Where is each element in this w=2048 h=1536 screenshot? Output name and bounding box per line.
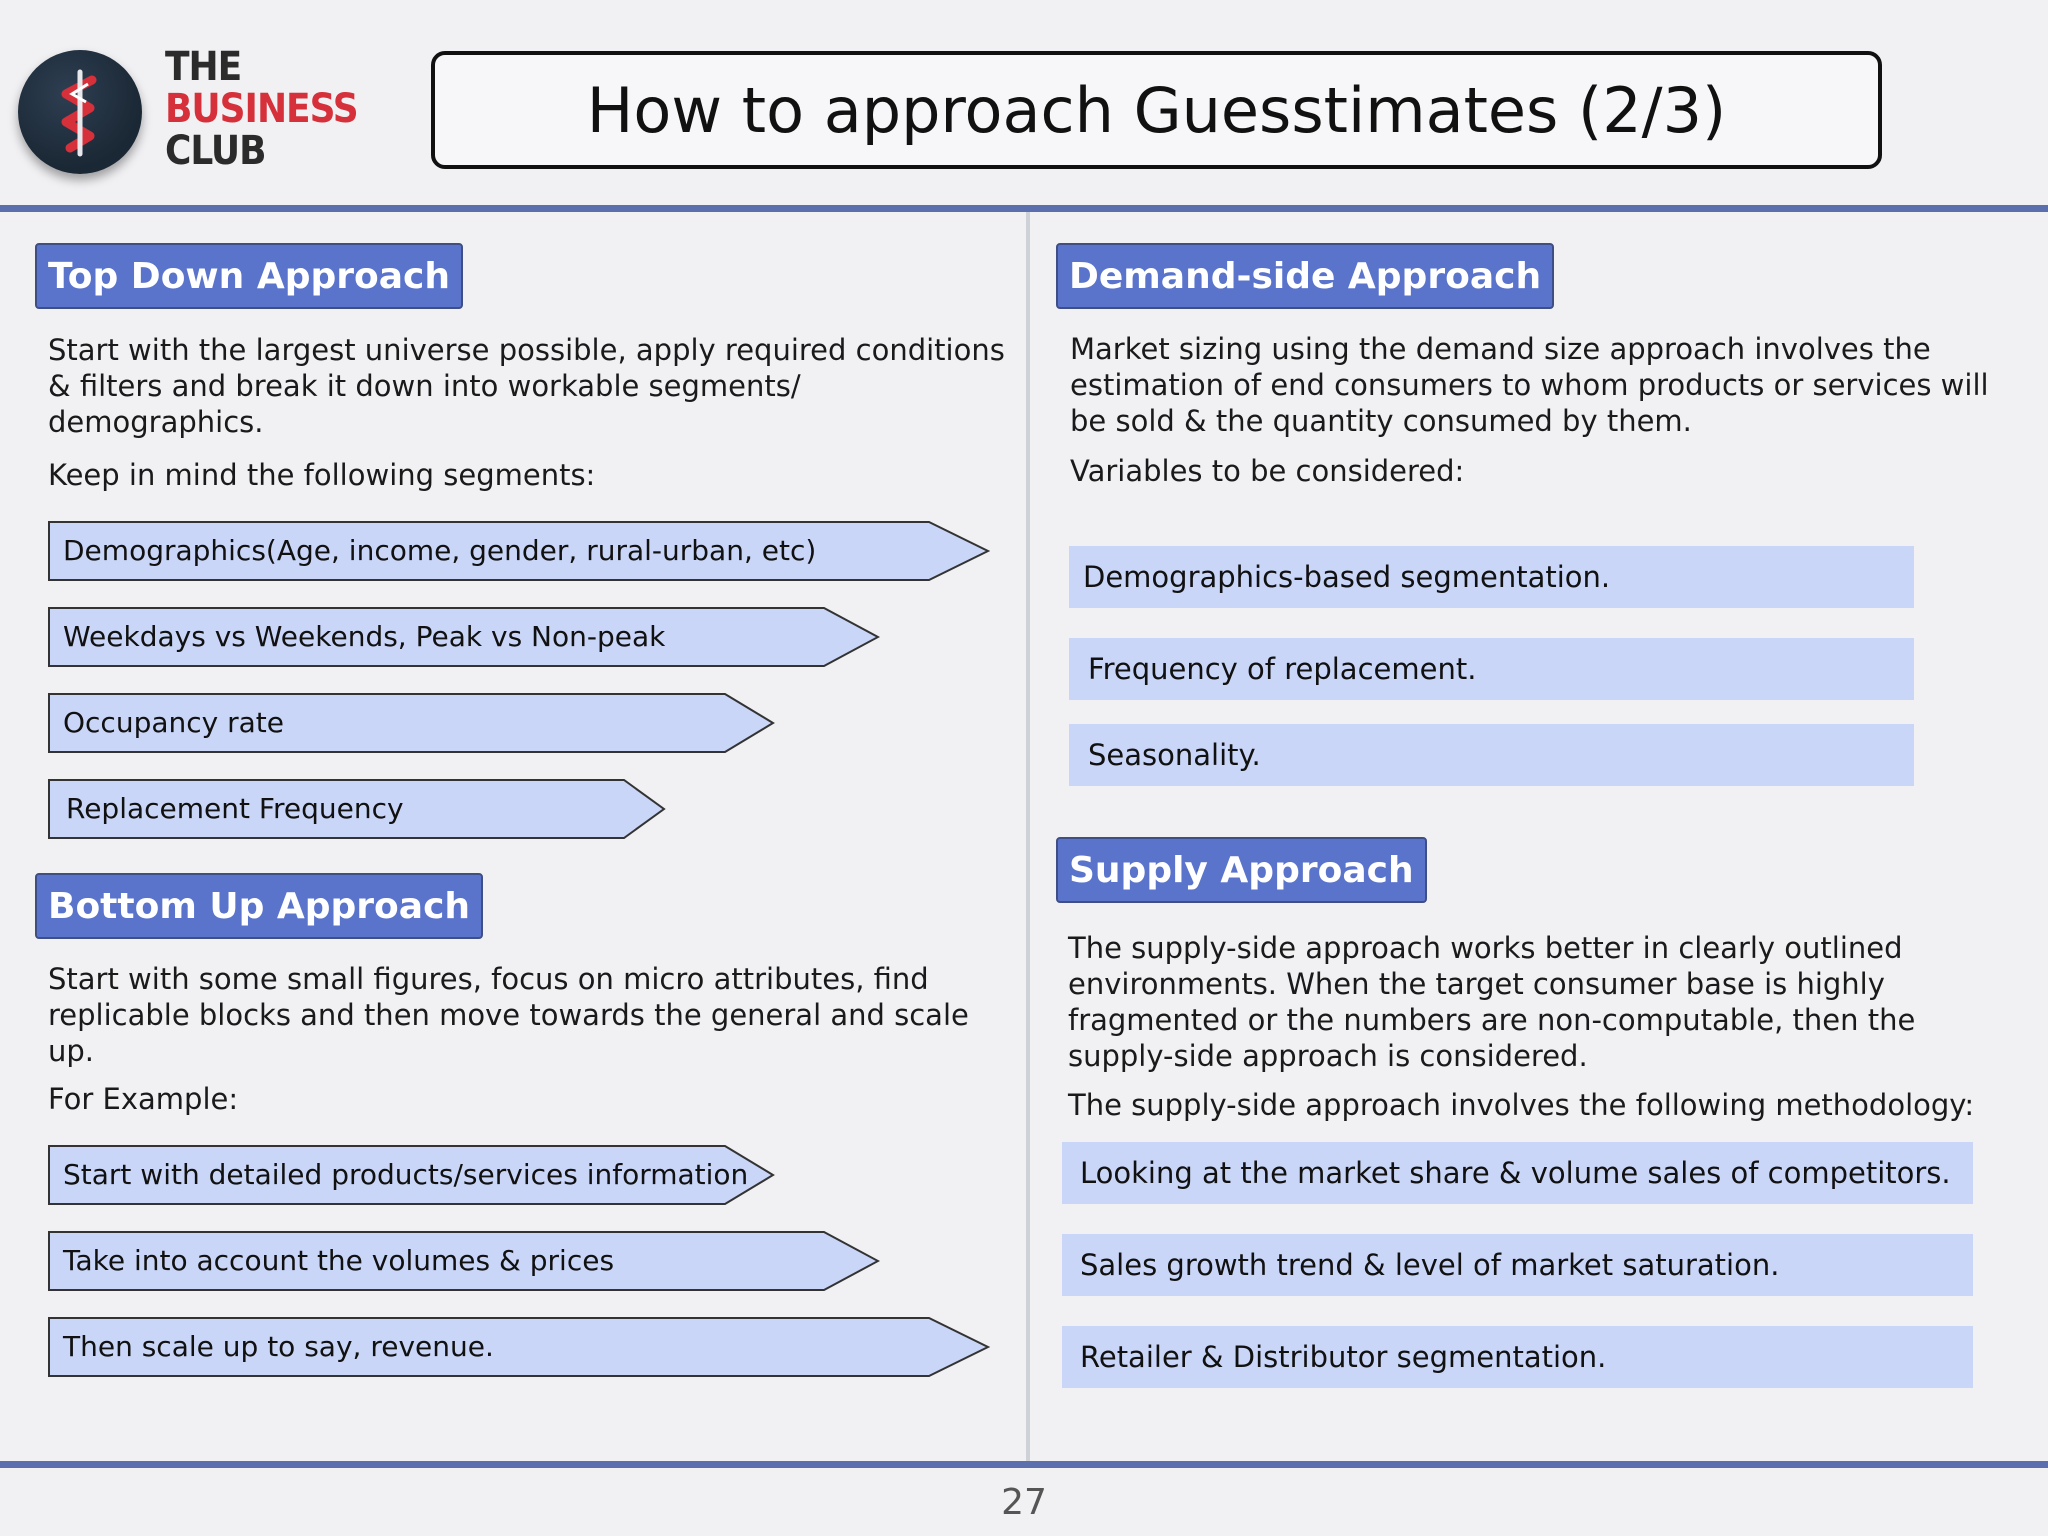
footer-divider xyxy=(0,1461,2048,1468)
segment-label: Weekdays vs Weekends, Peak vs Non-peak xyxy=(63,620,666,653)
top-down-segment xyxy=(48,521,990,581)
demand-side-heading: Demand-side Approach xyxy=(1056,243,1554,309)
top-down-heading: Top Down Approach xyxy=(35,243,463,309)
top-down-description: Start with the largest universe possible, apply required conditions & filters and break it down into workable segments/ demographics. xyxy=(48,333,1005,439)
bottom-up-heading: Bottom Up Approach xyxy=(35,873,483,939)
logo-emblem xyxy=(18,50,142,174)
top-down-segment xyxy=(48,693,775,753)
page-title: How to approach Guesstimates (2/3) xyxy=(431,51,1882,169)
segment-label: Demographics(Age, income, gender, rural-urban, etc) xyxy=(63,534,817,567)
segment-label: Replacement Frequency xyxy=(66,792,404,825)
demand-variable: Demographics-based segmentation. xyxy=(1069,546,1914,608)
demand-variable: Frequency of replacement. xyxy=(1069,638,1914,700)
bottom-up-step xyxy=(48,1317,990,1377)
page-number: 27 xyxy=(1001,1482,1047,1523)
supply-heading: Supply Approach xyxy=(1056,837,1427,903)
brand-wordmark xyxy=(165,46,358,172)
step-label: Start with detailed products/services information xyxy=(63,1158,749,1191)
demand-side-description: Market sizing using the demand size approach involves the estimation of end consumers to whom products or services will be sold & the quantity consumed by them. xyxy=(1070,332,1989,438)
bottom-up-subheading: For Example: xyxy=(48,1082,239,1116)
bottom-up-step xyxy=(48,1145,775,1205)
supply-description: The supply-side approach works better in clearly outlined environments. When the target consumer base is highly fragmented or the numbers are non-computable, then the supply-side approach is considered. xyxy=(1068,931,1916,1073)
column-divider xyxy=(1026,212,1030,1461)
brand-line-3: CLUB xyxy=(165,128,266,174)
supply-subheading: The supply-side approach involves the following methodology: xyxy=(1068,1088,1975,1122)
top-down-segment xyxy=(48,607,880,667)
brand-line-2: BUSINESS xyxy=(165,86,358,132)
header-divider xyxy=(0,205,2048,212)
top-down-segment xyxy=(48,779,666,839)
supply-method: Retailer & Distributor segmentation. xyxy=(1062,1326,1973,1388)
segment-label: Occupancy rate xyxy=(63,706,284,739)
step-label: Take into account the volumes & prices xyxy=(63,1244,615,1277)
step-label: Then scale up to say, revenue. xyxy=(63,1330,494,1363)
demand-side-subheading: Variables to be considered: xyxy=(1070,454,1465,488)
supply-method: Sales growth trend & level of market saturation. xyxy=(1062,1234,1973,1296)
bottom-up-step xyxy=(48,1231,880,1291)
top-down-subheading: Keep in mind the following segments: xyxy=(48,458,596,492)
demand-variable: Seasonality. xyxy=(1069,724,1914,786)
bottom-up-description: Start with some small figures, focus on micro attributes, find replicable blocks and then move towards the general and scale up. xyxy=(48,962,969,1068)
dollar-snake-icon xyxy=(18,50,142,174)
brand-line-1: THE xyxy=(165,44,242,90)
supply-method: Looking at the market share & volume sales of competitors. xyxy=(1062,1142,1973,1204)
